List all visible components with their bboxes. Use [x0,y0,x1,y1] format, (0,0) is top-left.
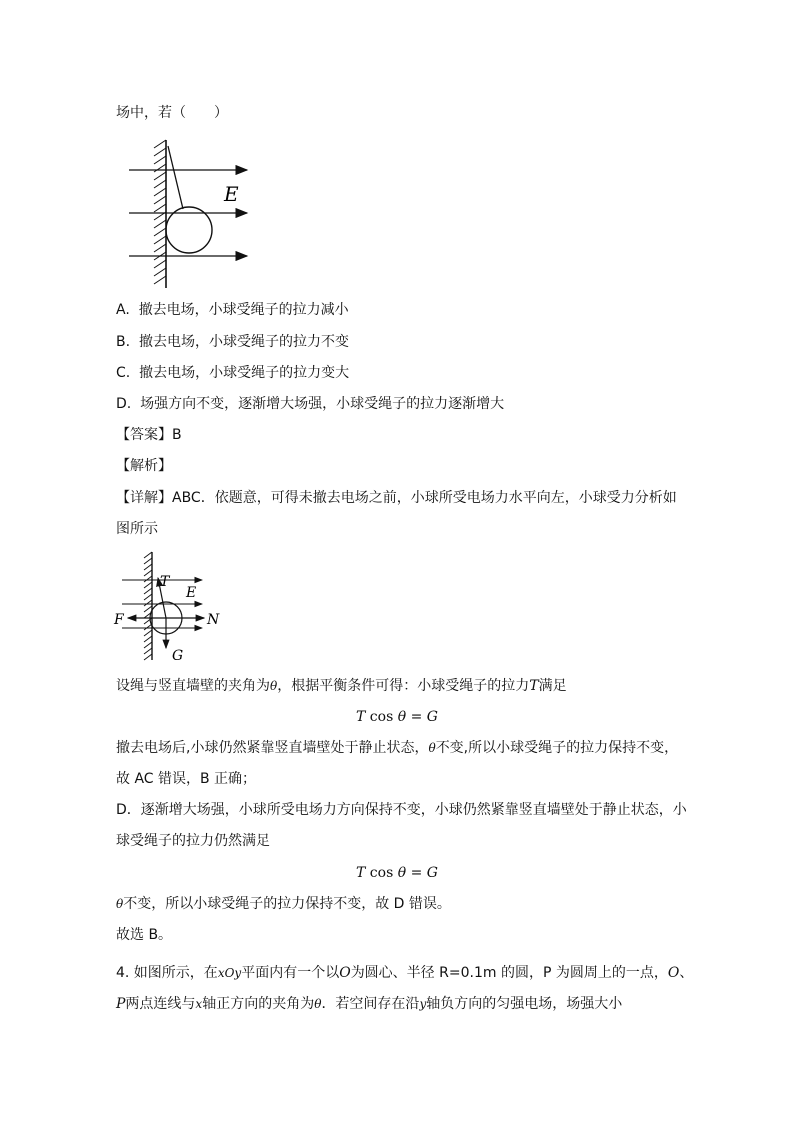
question-continuation: 场中，若（ ） [116,105,228,121]
option-c[interactable]: C. 撤去电场，小球受绳子的拉力变大 [116,365,350,381]
label-F: F [114,612,124,628]
equation-2: T cos θ = G [356,865,438,881]
paragraph-2: 撤去电场后,小球仍然紧靠竖直墙壁处于静止状态，θ不变,所以小球受绳子的拉力保持不变， [116,740,679,756]
paragraph-4: D．逐渐增大场强，小球所受电场力方向保持不变，小球仍然紧靠竖直墙壁处于静止状态，小 [116,802,687,818]
ball [166,207,212,253]
label-T: T [160,574,170,590]
question-4-line-2: P两点连线与x轴正方向的夹角为θ．若空间存在沿y轴负方向的匀强电场，场强大小 [116,996,623,1012]
detail-line-1: 【详解】ABC．依题意，可得未撤去电场之前，小球所受电场力水平向左，小球受力分析如 [116,490,677,506]
paragraph-7: 故选 B。 [116,927,173,943]
option-a[interactable]: A. 撤去电场，小球受绳子的拉力减小 [116,302,349,318]
answer-line: 【答案】B [116,427,182,443]
wall-hatching [154,140,166,284]
paragraph-1: 设绳与竖直墙壁的夹角为θ，根据平衡条件可得：小球受绳子的拉力T满足 [116,678,567,694]
paragraph-6: θ不变，所以小球受绳子的拉力保持不变，故 D 错误。 [116,896,451,912]
field-label-E: E [224,182,239,206]
question-4-line-1: 4. 如图所示，在xOy平面内有一个以O为圆心、半径 R=0.1m 的圆，P 为圆周上的一点，O、 [116,965,694,981]
figure-ball-wall-field [125,136,255,291]
label-G: G [172,648,184,664]
option-d[interactable]: D. 场强方向不变，逐渐增大场强，小球受绳子的拉力逐渐增大 [116,396,505,412]
rope [168,146,183,209]
analysis-label: 【解析】 [116,458,172,474]
figure-force-analysis [112,550,232,665]
label-N: N [207,612,220,628]
paragraph-3: 故 AC 错误，B 正确； [116,771,257,787]
label-E: E [186,585,197,601]
detail-line-2: 图所示 [116,521,158,537]
equation-1: T cos θ = G [356,709,438,725]
paragraph-5: 球受绳子的拉力仍然满足 [116,833,270,849]
wall-hatching [144,552,152,660]
option-b[interactable]: B. 撤去电场，小球受绳子的拉力不变 [116,334,349,350]
